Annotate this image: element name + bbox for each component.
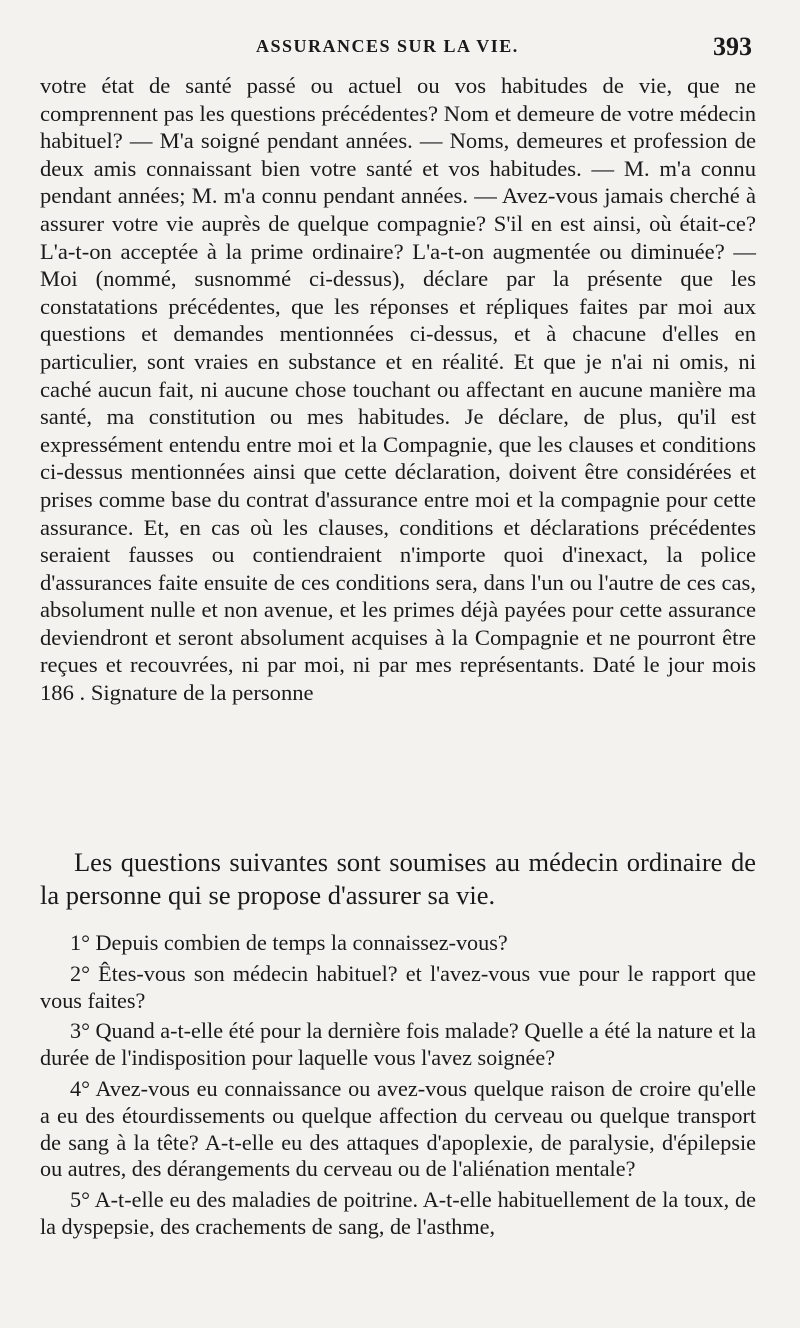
question-item: 5° A-t-elle eu des maladies de poitrine. A-t-elle habituellement de la toux, de la dyspepsie, des crachements de sang, de l'asthme, [40,1187,756,1239]
question-item: 2° Êtes-vous son médecin habituel? et l'avez-vous vue pour le rapport que vous faites? [40,960,756,1013]
question-list [40,930,756,1241]
page-number: 393 [713,32,752,61]
section-heading: Les questions suivantes sont soumises au médecin ordinaire de la personne qui se propose d'assurer sa vie. [40,847,756,910]
question-item: 3° Quand a-t-elle été pour la dernière fois malade? Quelle a été la nature et la durée de l'indisposition pour laquelle vous l'avez soignée? [40,1018,756,1071]
question-item: 4° Avez-vous eu connaissance ou avez-vous quelque raison de croire qu'elle a eu des étourdissements ou quelque affection du cerveau ou quelque transport de sang à la tête? A-t-elle eu des attaques d'apoplexie, de paralysie, d'épilepsie ou autres, des dérangements du cerveau ou de l'aliénation mentale? [40,1075,756,1182]
question-item: 1° Depuis combien de temps la connaissez-vous? [70,930,508,955]
body-text [40,72,756,707]
page-header [0,30,800,66]
body-paragraph: votre état de santé passé ou actuel ou vos habitudes de vie, que ne comprennent pas les questions précédentes? Nom et demeure de votre médecin habituel? — M'a soigné pendant années. — Noms, demeures et profession de deux amis connaissant bien votre santé et vos habitudes. — M. m'a connu pendant années; M. m'a connu pendant années. — Avez-vous jamais cherché à assurer votre vie auprès de quelque compagnie? S'il en est ainsi, où était-ce? L'a-t-on acceptée à la prime ordinaire? L'a-t-on augmentée ou diminuée? — Moi (nommé, susnommé ci-dessus), déclare par la présente que les constatations précédentes, que les réponses et répliques faites par moi aux questions et demandes mentionnées ci-dessus, et à chacune d'elles en particulier, sont vraies en substance et en réalité. Et que je n'ai ni omis, ni caché aucun fait, ni aucune chose touchant ou affectant en aucune manière ma santé, ma constitution ou mes habitudes. Je déclare, de plus, qu'il est expressément entendu entre moi et la Compagnie, que les clauses et conditions ci-dessus mentionnées ainsi que cette déclaration, doivent être considérées et prises comme base du contrat d'assurance entre moi et la compagnie pour cette assurance. Et, en cas où les clauses, conditions et déclarations précédentes seraient fausses ou contiendraient n'importe quoi d'inexact, la police d'assurances faite ensuite de ces conditions sera, dans l'un ou l'autre de ces cas, absolument nulle et non avenue, et les primes déjà payées pour cette assurance deviendront et seront absolument acquises à la Compagnie et ne pourront être reçues et recouvrées, ni par moi, ni par mes représentants. Daté le jour mois 186 . Signature de la personne [40,73,756,706]
running-head: ASSURANCES SUR LA VIE. [256,36,519,56]
